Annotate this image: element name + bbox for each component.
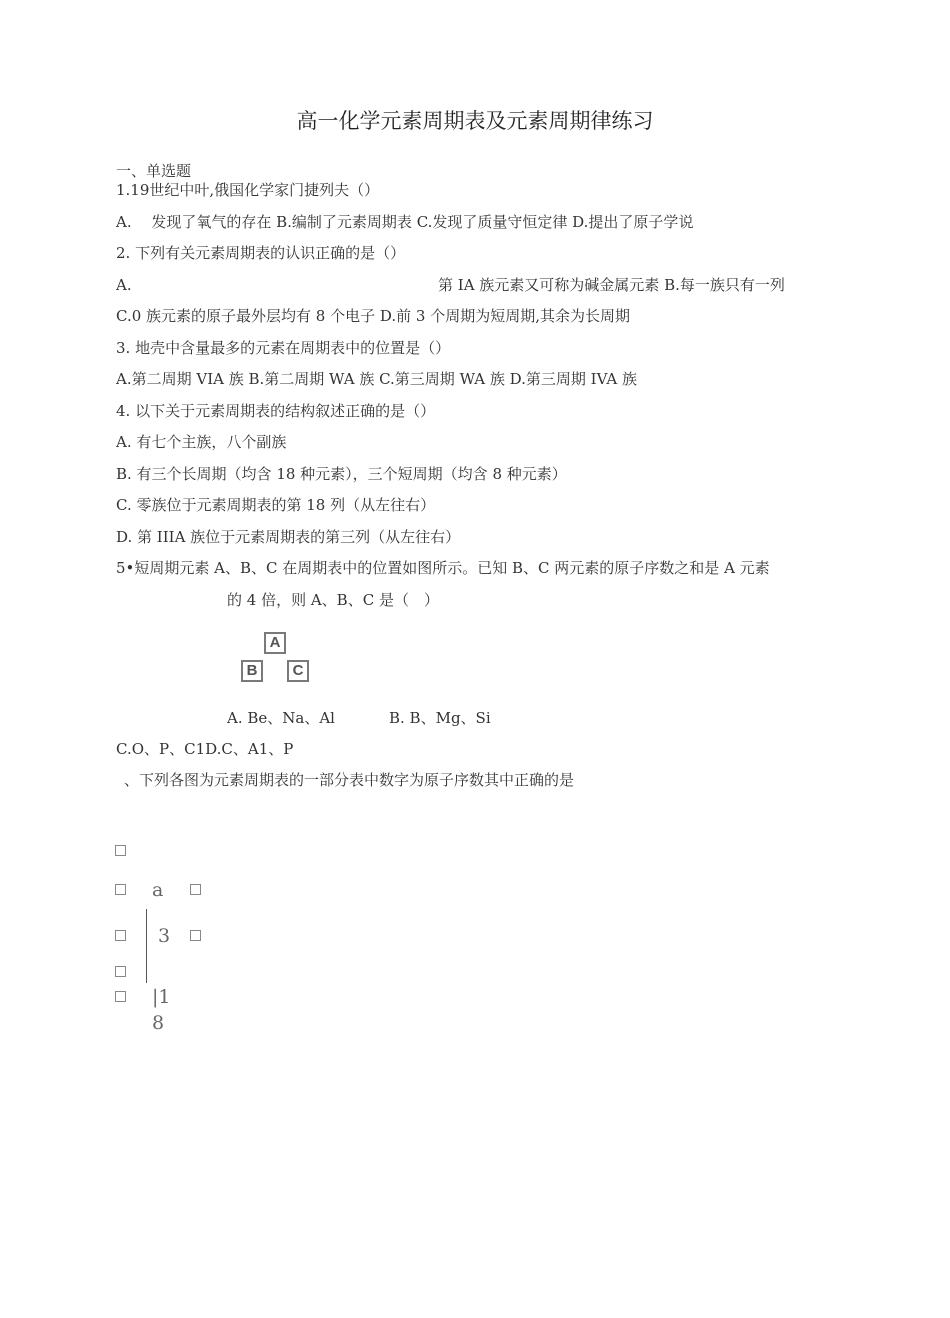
- q5-option-a: A. Be、Na、Al: [227, 709, 335, 727]
- q1-stem: 1.19世纪中叶,俄国化学家门捷列夫（）: [116, 181, 380, 199]
- q4-option-b: B. 有三个长周期（均含 18 种元素），三个短周期（均含 8 种元素）: [116, 465, 567, 483]
- q5-stem-line2: 的 4 倍，则 A、B、C 是（ ）: [227, 591, 439, 609]
- placeholder-box: [190, 930, 201, 941]
- q4-option-a: A. 有七个主族，八个副族: [116, 433, 287, 451]
- cell-a: A: [264, 632, 286, 654]
- q6-stem: 、下列各图为元素周期表的一部分表中数字为原子序数其中正确的是: [124, 771, 575, 789]
- periodic-table-fragment-diagram: [239, 632, 313, 687]
- q2-option-a-label: A.: [116, 276, 132, 294]
- cell-c: C: [287, 660, 309, 682]
- q2-stem: 2. 下列有关元素周期表的认识正确的是（）: [116, 244, 406, 262]
- table-divider-line: [146, 909, 147, 983]
- q4-stem: 4. 以下关于元素周期表的结构叙述正确的是（）: [116, 402, 436, 420]
- glyph-8: 8: [152, 1012, 165, 1034]
- glyph-1: |1: [152, 986, 171, 1008]
- q5-options-cd: C.O、P、C1D.C、A1、P: [116, 740, 294, 758]
- cell-b: B: [241, 660, 263, 682]
- q2-options-cd: C.0 族元素的原子最外层均有 8 个电子 D.前 3 个周期为短周期,其余为长周期: [116, 307, 630, 325]
- q5-stem-line1: 5•短周期元素 A、B、C 在周期表中的位置如图所示。已知 B、C 两元素的原子序数之和是 A 元素: [116, 559, 770, 577]
- glyph-8-clip: [152, 1012, 172, 1034]
- q5-option-b: B. B、Mg、Si: [389, 709, 491, 727]
- glyph-a: a: [152, 879, 164, 901]
- q3-stem: 3. 地壳中含量最多的元素在周期表中的位置是（）: [116, 339, 451, 357]
- q4-option-d: D. 第 IIIA 族位于元素周期表的第三列（从左往右）: [116, 528, 461, 546]
- placeholder-box: [115, 930, 126, 941]
- page-title: 高一化学元素周期表及元素周期律练习: [296, 109, 654, 133]
- section-heading: 一、单选题: [116, 162, 192, 180]
- placeholder-box: [115, 991, 126, 1002]
- placeholder-box: [115, 884, 126, 895]
- q1-options: A. 发现了氧气的存在 B.编制了元素周期表 C.发现了质量守恒定律 D.提出了原子学说: [116, 213, 694, 231]
- placeholder-box: [190, 884, 201, 895]
- glyph-3: 3: [158, 925, 171, 947]
- placeholder-box: [115, 966, 126, 977]
- q2-option-a-text: 第 IA 族元素又可称为碱金属元素 B.每一族只有一列: [438, 276, 785, 294]
- q4-option-c: C. 零族位于元素周期表的第 18 列（从左往右）: [116, 496, 436, 514]
- placeholder-box: [115, 845, 126, 856]
- q3-options: A.第二周期 VIA 族 B.第二周期 WA 族 C.第三周期 WA 族 D.第三周期 IVA 族: [116, 370, 637, 388]
